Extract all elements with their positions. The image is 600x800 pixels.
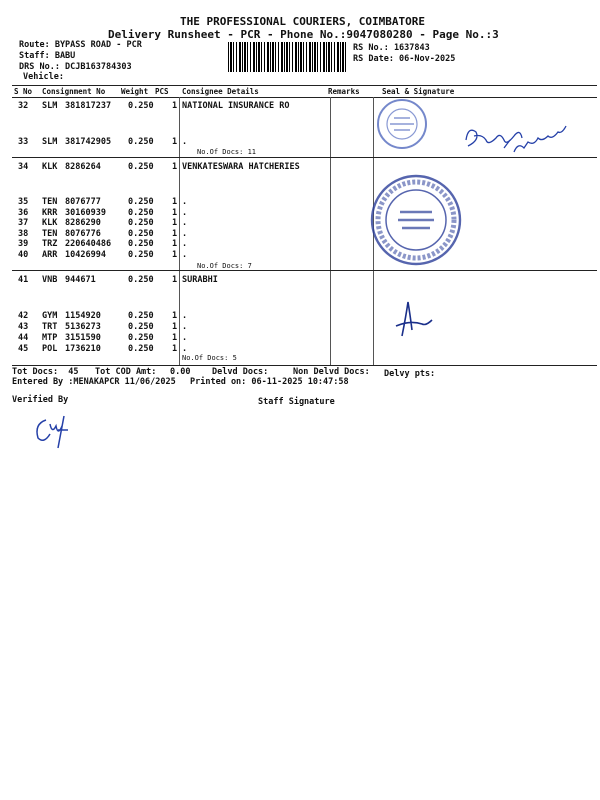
row-weight: 0.250	[128, 344, 154, 354]
row-weight: 0.250	[128, 311, 154, 321]
row-weight: 0.250	[128, 275, 154, 285]
row-consignee: VENKATESWARA HATCHERIES	[182, 162, 300, 172]
row-sno: 34	[18, 162, 29, 172]
row-sno: 37	[18, 218, 29, 228]
staff-signature: Staff Signature	[258, 397, 335, 407]
row-consignee: .	[182, 250, 188, 260]
row-pcs: 1	[172, 344, 178, 354]
row-code: SLM	[42, 101, 58, 111]
row-weight: 0.250	[128, 101, 154, 111]
table-top-rule	[12, 85, 597, 86]
verifier-signature	[28, 410, 78, 450]
row-weight: 0.250	[128, 137, 154, 147]
row-pcs: 1	[172, 333, 178, 343]
row-sno: 33	[18, 137, 29, 147]
row-consignee: .	[182, 218, 188, 228]
docs-count: No.Of Docs: 5	[182, 354, 237, 362]
row-sno: 45	[18, 344, 29, 354]
row-weight: 0.250	[128, 208, 154, 218]
row-consignment: 1736210	[65, 344, 101, 354]
printed-on: Printed on: 06-11-2025 10:47:58	[190, 377, 349, 387]
barcode	[228, 42, 348, 72]
row-code: KLK	[42, 218, 58, 228]
route-label: Route: BYPASS ROAD - PCR	[19, 40, 142, 50]
sep-remarks	[330, 97, 331, 365]
row-pcs: 1	[172, 162, 178, 172]
table-header-rule	[12, 97, 597, 98]
row-code: TEN	[42, 197, 58, 207]
row-weight: 0.250	[128, 322, 154, 332]
row-sno: 40	[18, 250, 29, 260]
row-code: KLK	[42, 162, 58, 172]
row-code: TRT	[42, 322, 58, 332]
col-consignee: Consignee Details	[182, 87, 259, 96]
staff-label: Staff: BABU	[19, 51, 76, 61]
row-consignee: .	[182, 137, 188, 147]
row-weight: 0.250	[128, 250, 154, 260]
row-sno: 39	[18, 239, 29, 249]
row-consignment: 8076776	[65, 229, 101, 239]
docs-count: No.Of Docs: 7	[197, 262, 252, 270]
row-consignee: .	[182, 239, 188, 249]
company-title: THE PROFESSIONAL COURIERS, COIMBATORE	[180, 15, 426, 28]
row-sno: 35	[18, 197, 29, 207]
delivery-signature-1	[460, 118, 590, 168]
tot-docs: Tot Docs: 45	[12, 367, 79, 377]
row-consignee: .	[182, 311, 188, 321]
row-weight: 0.250	[128, 197, 154, 207]
col-weight: Weight	[121, 87, 149, 96]
row-consignment: 220640486	[65, 239, 112, 249]
row-consignee: .	[182, 322, 188, 332]
table-bottom-rule	[12, 365, 597, 366]
col-pcs: PCS	[155, 87, 169, 96]
row-code: VNB	[42, 275, 58, 285]
delivery-signature-2	[392, 296, 442, 340]
vehicle-label: Vehicle:	[23, 72, 64, 82]
row-consignment: 10426994	[65, 250, 106, 260]
row-sno: 42	[18, 311, 29, 321]
row-sno: 44	[18, 333, 29, 343]
verified-by: Verified By	[12, 395, 69, 405]
row-pcs: 1	[172, 218, 178, 228]
row-consignment: 381817237	[65, 101, 112, 111]
row-consignment: 30160939	[65, 208, 106, 218]
runsheet-title: Delivery Runsheet - PCR - Phone No.:9047080280 - Page No.:3	[108, 28, 499, 41]
tot-cod-value: 0.00	[170, 367, 191, 377]
row-code: SLM	[42, 137, 58, 147]
row-consignment: 381742905	[65, 137, 112, 147]
col-consignment: Consignment No	[42, 87, 106, 96]
group-rule-2	[12, 270, 597, 271]
row-consignee: .	[182, 229, 188, 239]
row-consignment: 8286264	[65, 162, 101, 172]
row-pcs: 1	[172, 239, 178, 249]
rs-number: RS No.: 1637843	[353, 43, 430, 53]
row-pcs: 1	[172, 197, 178, 207]
row-sno: 43	[18, 322, 29, 332]
row-sno: 36	[18, 208, 29, 218]
row-sno: 32	[18, 101, 29, 111]
delvd-docs: Delvd Docs:	[212, 367, 269, 377]
entered-by: Entered By :MENAKAPCR 11/06/2025	[12, 377, 176, 387]
row-pcs: 1	[172, 229, 178, 239]
row-weight: 0.250	[128, 229, 154, 239]
row-consignment: 5136273	[65, 322, 101, 332]
row-code: MTP	[42, 333, 58, 343]
row-pcs: 1	[172, 101, 178, 111]
row-consignee: .	[182, 197, 188, 207]
row-weight: 0.250	[128, 333, 154, 343]
row-consignment: 1154920	[65, 311, 101, 321]
row-consignee: .	[182, 344, 188, 354]
rs-date: RS Date: 06-Nov-2025	[353, 54, 456, 64]
row-code: TEN	[42, 229, 58, 239]
row-sno: 38	[18, 229, 29, 239]
col-seal: Seal & Signature	[382, 87, 455, 96]
venkateswara-stamp	[366, 172, 466, 268]
delvy-pts: Delvy pts:	[384, 369, 436, 379]
row-code: KRR	[42, 208, 58, 218]
row-pcs: 1	[172, 322, 178, 332]
row-consignment: 944671	[65, 275, 96, 285]
row-code: TRZ	[42, 239, 58, 249]
row-consignment: 8076777	[65, 197, 101, 207]
docs-count: No.Of Docs: 11	[197, 148, 257, 156]
row-sno: 41	[18, 275, 29, 285]
non-delvd-docs: Non Delvd Docs:	[293, 367, 370, 377]
row-pcs: 1	[172, 275, 178, 285]
row-consignee: .	[182, 333, 188, 343]
col-remarks: Remarks	[328, 87, 360, 96]
row-code: ARR	[42, 250, 58, 260]
row-pcs: 1	[172, 208, 178, 218]
row-consignee: NATIONAL INSURANCE RO	[182, 101, 290, 111]
row-weight: 0.250	[128, 239, 154, 249]
row-weight: 0.250	[128, 218, 154, 228]
stamp-top	[372, 96, 432, 152]
row-code: GYM	[42, 311, 58, 321]
row-weight: 0.250	[128, 162, 154, 172]
row-consignee: .	[182, 208, 188, 218]
row-consignment: 8286290	[65, 218, 101, 228]
sep-consignee	[179, 97, 180, 365]
row-pcs: 1	[172, 250, 178, 260]
row-pcs: 1	[172, 137, 178, 147]
drs-label: DRS No.: DCJB163784303	[19, 62, 132, 72]
row-pcs: 1	[172, 311, 178, 321]
tot-cod-label: Tot COD Amt:	[95, 367, 157, 377]
col-sno: S No	[14, 87, 33, 96]
row-consignment: 3151590	[65, 333, 101, 343]
row-code: POL	[42, 344, 58, 354]
row-consignee: SURABHI	[182, 275, 218, 285]
